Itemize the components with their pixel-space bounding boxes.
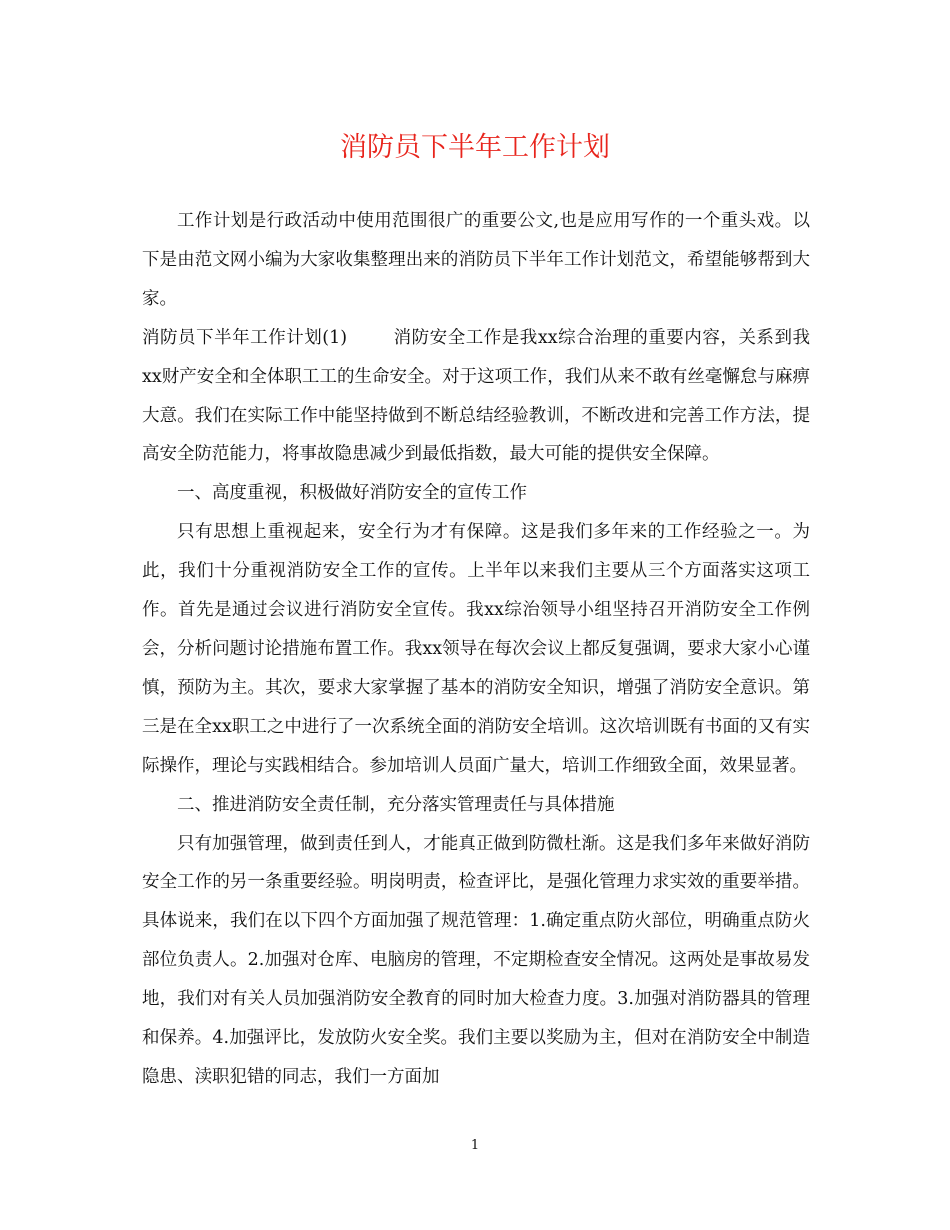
plan-paragraph bbox=[142, 319, 810, 475]
section-2-heading: 二、推进消防安全责任制，充分落实管理责任与具体措施 bbox=[177, 794, 615, 815]
plan-heading: 消防员下半年工作计划(1) bbox=[142, 327, 348, 348]
page-number: 1 bbox=[470, 1138, 480, 1153]
plan-intro-text: 消防安全工作是我xx综合治理的重要内容，关系到我xx财产安全和全体职工工的生命安全。对于这项工作，我们从来不敢有丝毫懈怠与麻痹大意。我们在实际工作中能坚持做到不断总结经验教训，不断改进和完善工作方法，提高安全防范能力，将事故隐患减少到最低指数，最大可能的提供安全保障。 bbox=[142, 327, 810, 465]
intro-paragraph: 工作计划是行政活动中使用范围很广的重要公文,也是应用写作的一个重头戏。以下是由范文网小编为大家收集整理出来的消防员下半年工作计划范文，希望能够帮到大家。 bbox=[142, 211, 810, 309]
section-1-body: 只有思想上重视起来，安全行为才有保障。这是我们多年来的工作经验之一。为此，我们十分重视消防安全工作的宣传。上半年以来我们主要从三个方面落实这项工作。首先是通过会议进行消防安全宣传。我xx综治领导小组坚持召开消防安全工作例会，分析问题讨论措施布置工作。我xx领导在每次会议上都反复强调，要求大家小心谨慎，预防为主。其次，要求大家掌握了基本的消防安全知识，增强了消防安全意识。第三是在全xx职工之中进行了一次系统全面的消防安全培训。这次培训既有书面的又有实际操作，理论与实践相结合。参加培训人员面广量大，培训工作细致全面，效果显著。 bbox=[142, 522, 810, 776]
document-body bbox=[142, 202, 810, 1097]
section-2-body: 只有加强管理，做到责任到人，才能真正做到防微杜渐。这是我们多年来做好消防安全工作的另一条重要经验。明岗明责，检查评比，是强化管理力求实效的重要举措。具体说来，我们在以下四个方面加强了规范管理：1.确定重点防火部位，明确重点防火部位负责人。2.加强对仓库、电脑房的管理，不定期检查安全情况。这两处是事故易发地，我们对有关人员加强消防安全教育的同时加大检查力度。3.加强对消防器具的管理和保养。4.加强评比，发放防火安全奖。我们主要以奖励为主，但对在消防安全中制造隐患、渎职犯错的同志，我们一方面加 bbox=[142, 833, 810, 1087]
section-1-heading: 一、高度重视，积极做好消防安全的宣传工作 bbox=[177, 483, 527, 504]
document-title: 消防员下半年工作计划 bbox=[340, 132, 610, 163]
